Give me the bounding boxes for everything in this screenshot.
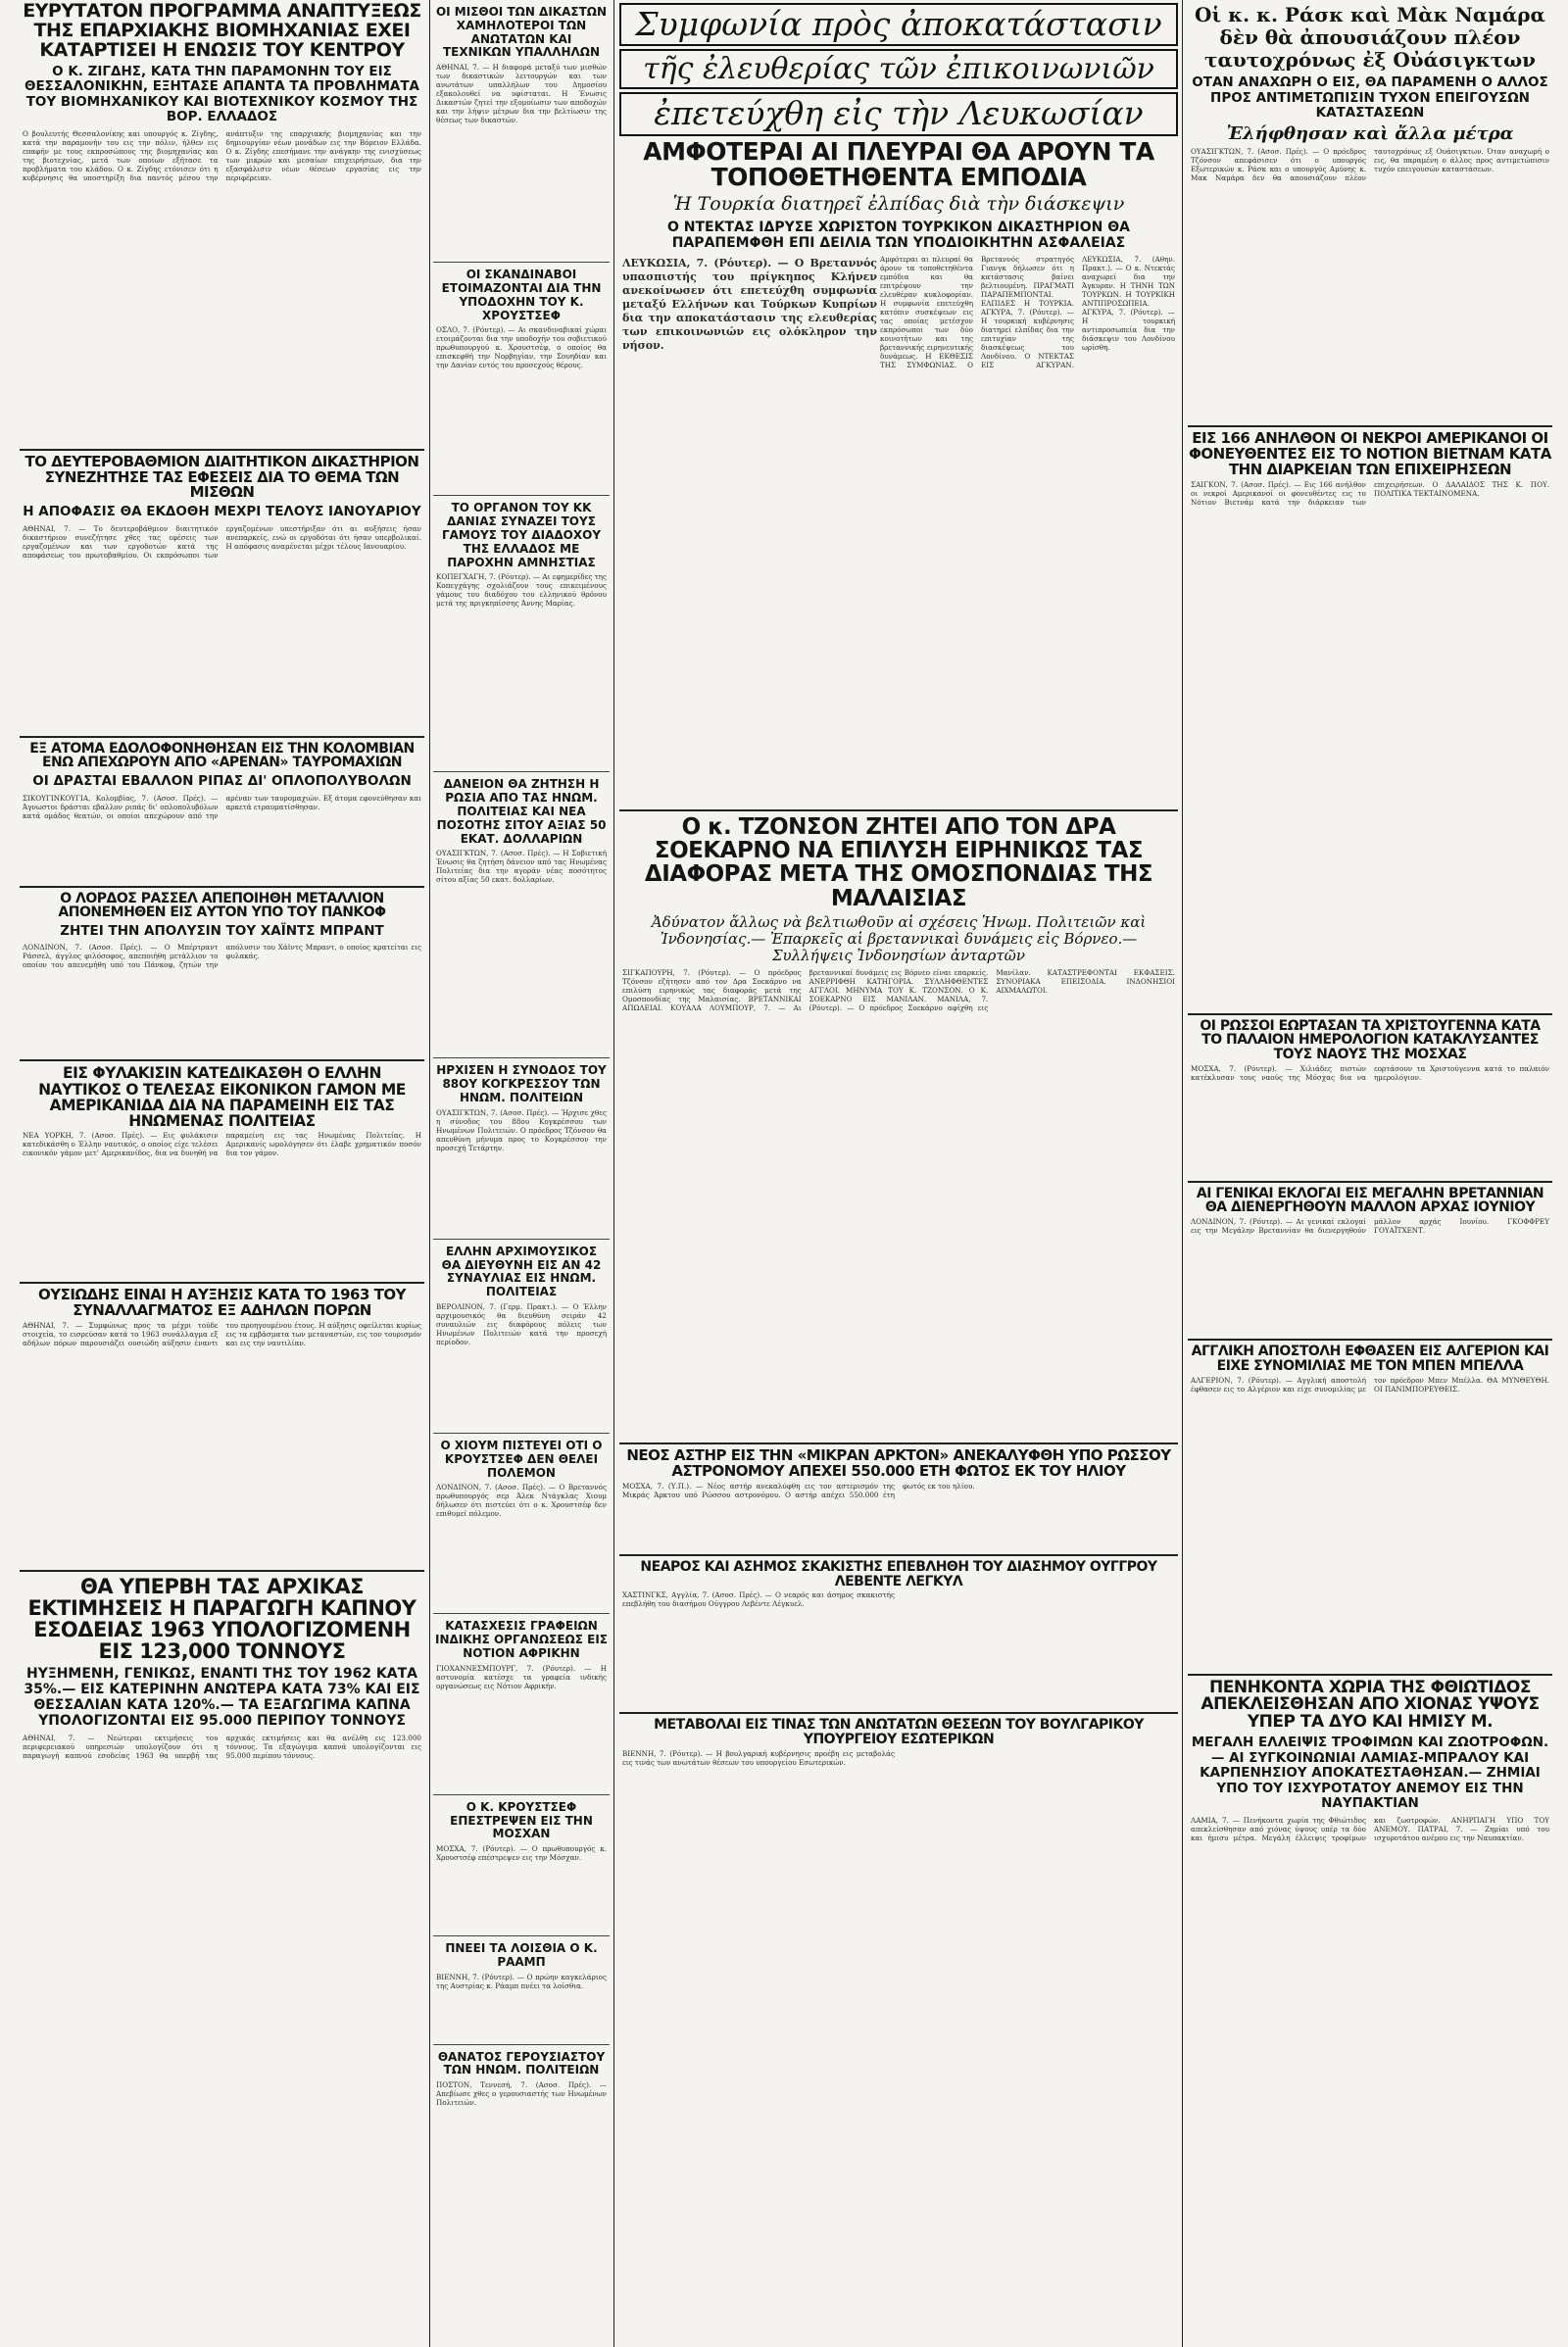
column-rule xyxy=(429,0,430,2347)
divider xyxy=(1188,1339,1552,1341)
divider xyxy=(1188,1181,1552,1183)
article-vietnam: ΣΑΙΓΚΟΝ, 7. (Ασοσ. Πρές). — Εις 166 ανήλθον οι νεκροί Αμερικανοί οι φονευθέντες εις το Νότιον Βιετνάμ κατά την διάρκειαν των επιχειρήσεων. Ο ΔΑΛΑΙΔΟΣ ΤΗΣ Κ. ΠΟΥ. ΠΟΛΙΤΙΚΑ ΤΕΚΤΑΙΝΟΜΕΝΑ. xyxy=(1191,479,1549,507)
subhead-indonesia: Ἀδύνατον ἄλλως νὰ βελτιωθοῦν αἱ σχέσεις Ἡνωμ. Πολιτειῶν καὶ Ἰνδονησίας.— Ἐπαρκεῖς αἱ βρεταννικαὶ δυνάμεις εἰς Βόρνεο.—Συλλήψεις Ἰνδονησίων ἀνταρτῶν xyxy=(651,912,1147,965)
headline-johnson-sukarno: Ο κ. ΤΖΟΝΣΟΝ ΖΗΤΕΙ ΑΠΟ ΤΟΝ ΔΡΑ ΣΟΕΚΑΡΝΟ ΝΑ ΕΠΙΛΥΣΗ ΕΙΡΗΝΙΚΩΣ ΤΑΣ ΔΙΑΦΟΡΑΣ ΜΕΤΑ ΤΗΣ ΟΜΟΣΠΟΝΔΙΑΣ ΤΗΣ ΜΑΛΑΙΣΙΑΣ xyxy=(644,814,1153,911)
right-column xyxy=(1188,0,1552,2347)
subhead-fthiotis-snow: ΜΕΓΑΛΗ ΕΛΛΕΙΨΙΣ ΤΡΟΦΙΜΩΝ ΚΑΙ ΖΩΟΤΡΟΦΩΝ.— ΑΙ ΣΥΓΚΟΙΝΩΝΙΑΙ ΛΑΜΙΑΣ-ΜΠΡΑΛΟΥ ΚΑΙ ΚΑΡΠΕΝΗΣΙΟΥ ΑΠΟΚΑΤΕΣΤΑΘΗΣΑΝ.— ΖΗΜΙΑΙ ΥΠΟ ΤΟΥ ΙΣΧΥΡΟΤΑΤΟΥ ΑΝΕΜΟΥ ΕΙΣ ΤΗΝ ΝΑΥΠΑΚΤΙΑΝ xyxy=(1191,1735,1549,1812)
headline-uk-elections: ΑΙ ΓΕΝΙΚΑΙ ΕΚΛΟΓΑΙ ΕΙΣ ΜΕΓΑΛΗΝ ΒΡΕΤΑΝΝΙΑΝ ΘΑ ΔΙΕΝΕΡΓΗΘΟΥΝ ΜΑΛΛΟΝ ΑΡΧΑΣ ΙΟΥΝΙΟΥ xyxy=(1196,1185,1544,1216)
article-russia-loan: ΟΥΑΣΙΓΚΤΩΝ, 7. (Ασοσ. Πρές). — Η Σοβιετική Ένωσις θα ζητήση δάνειον από τας Ηνωμένας Πολιτείας δια την αγοράν νέας ποσότητος σίτου αξίας 50 εκατ. δολλαρίων. xyxy=(436,849,607,885)
divider xyxy=(433,1613,610,1614)
article-uk-elections: ΛΟΝΔΙΝΟΝ, 7. (Ρόυτερ). — Αι γενικαί εκλογαί εις την Μεγάλην Βρεταννίαν θα διενεργηθούν μάλλον αρχάς Ιουνίου. ΓΚΟΦΦΡΕΥ ΓΟΥΑΪΤΧΕΝΤ. xyxy=(1191,1217,1549,1236)
article-raab: ΒΙΕΝΝΗ, 7. (Ρόυτερ). — Ο πρώην καγκελάριος της Αυστρίας κ. Ράαμπ πνέει τα λοίσθια. xyxy=(436,1972,607,1990)
divider xyxy=(619,809,1178,811)
headline-algeria: ΑΓΓΛΙΚΗ ΑΠΟΣΤΟΛΗ ΕΦΘΑΣΕΝ ΕΙΣ ΑΛΓΕΡΙΟΝ ΚΑΙ ΕΙΧΕ ΣΥΝΟΜΙΛΙΑΣ ΜΕ ΤΟΝ ΜΠΕΝ ΜΠΕΛΛΑ xyxy=(1191,1344,1549,1374)
divider xyxy=(433,1057,610,1058)
headline-new-star: ΝΕΟΣ ΑΣΤΗΡ ΕΙΣ ΤΗΝ «ΜΙΚΡΑΝ ΑΡΚΤΟΝ» ΑΝΕΚΑΛΥΦΘΗ ΥΠΟ ΡΩΣΣΟΥ ΑΣΤΡΟΝΟΜΟΥ ΑΠΕΧΕΙ 550.000 ΕΤΗ ΦΩΤΟΣ ΕΚ ΤΟΥ ΗΛΙΟΥ xyxy=(626,1446,1171,1481)
divider xyxy=(433,1239,610,1240)
headline-conductor: ΕΛΛΗΝ ΑΡΧΙΜΟΥΣΙΚΟΣ ΘΑ ΔΙΕΥΘΥΝΗ ΕΙΣ ΑΝ 42 ΣΥΝΑΥΛΙΑΣ ΕΙΣ ΗΝΩΜ. ΠΟΛΙΤΕΙΑΣ xyxy=(441,1244,602,1299)
headline-khrushchev-return: Ο Κ. ΚΡΟΥΣΤΣΕΦ ΕΠΕΣΤΡΕΨΕΝ ΕΙΣ ΤΗΝ ΜΟΣΧΑΝ xyxy=(450,1799,593,1841)
headline-fthiotis-snow: ΠΕΝΗΚΟΝΤΑ ΧΩΡΙΑ ΤΗΣ ΦΘΙΩΤΙΔΟΣ ΑΠΕΚΛΕΙΣΘΗΣΑΝ ΑΠΟ ΧΙΟΝΑΣ ΥΨΟΥΣ ΥΠΕΡ ΤΑ ΔΥΟ ΚΑΙ ΗΜΙΣΥ Μ. xyxy=(1200,1677,1540,1733)
article-judges-salaries: ΑΘΗΝΑΙ, 7. — Η διαφορά μεταξύ των μισθών των δικαστικών λειτουργών και των ανωτάτων υπαλλήλων του Δημοσίου εξακολουθεί να υφίσταται. Η Ένωσις Δικαστών ζητεί την εξομοίωσιν των αποδοχών και την λήψιν μέτρων δια την βελτίωσιν της θέσεως των δικαστών. xyxy=(436,63,607,125)
headline-russia-loan: ΔΑΝΕΙΟΝ ΘΑ ΖΗΤΗΣΗ Η ΡΩΣΙΑ ΑΠΟ ΤΑΣ ΗΝΩΜ. ΠΟΛΙΤΕΙΑΣ ΚΑΙ ΝΕΑ ΠΟΣΟΤΗΣ ΣΙΤΟΥ ΑΞΙΑΣ 50 ΕΚΑΤ. ΔΟΛΛΑΡΙΩΝ xyxy=(436,777,607,846)
divider xyxy=(20,886,424,888)
divider xyxy=(619,1712,1178,1714)
headline-exchange: ΟΥΣΙΩΔΗΣ ΕΙΝΑΙ Η ΑΥΞΗΣΙΣ ΚΑΤΑ ΤΟ 1963 ΤΟΥ ΣΥΝΑΛΛΑΓΜΑΤΟΣ ΕΞ ΑΔΗΛΩΝ ΠΟΡΩΝ xyxy=(37,1286,406,1320)
divider xyxy=(433,1794,610,1795)
subhead-denktas: Ο ΝΤΕΚΤΑΣ ΙΔΡΥΣΕ ΧΩΡΙΣΤΟΝ ΤΟΥΡΚΙΚΟΝ ΔΙΚΑΣΤΗΡΙΟΝ ΘΑ ΠΑΡΑΠΕΜΦΘΗ ΕΠΙ ΔΕΙΛΙΑ ΤΩΝ ΥΠΟΔΙΟΙΚΗΤΗΝ ΑΣΦΑΛΕΙΑΣ xyxy=(667,219,1130,252)
divider xyxy=(433,1935,610,1936)
headline-judges-salaries: ΟΙ ΜΙΣΘΟΙ ΤΩΝ ΔΙΚΑΣΤΩΝ ΧΑΜΗΛΟΤΕΡΟΙ ΤΩΝ ΑΝΩΤΑΤΩΝ ΚΑΙ ΤΕΧΝΙΚΩΝ ΥΠΑΛΛΗΛΩΝ xyxy=(435,5,608,60)
article-khrushchev-return: ΜΟΣΧΑ, 7. (Ρόυτερ). — Ο πρωθυπουργός κ. Χρουστσέφ επέστρεψεν εις την Μόσχαν. xyxy=(436,1844,607,1863)
article-malaysia: ΣΙΓΚΑΠΟΥΡΗ, 7. (Ρόυτερ). — Ο πρόεδρος Τζόνσον εζήτησεν από τον Δρα Σοεκάρνο να επιλύση ειρηνικώς τας διαφοράς μετά της Ομοσπονδίας της Μαλαισίας. ΒΡΕΤΑΝΝΙΚΑΙ ΑΠΩΛΕΙΑΙ. ΚΟΥΑΛΑ ΛΟΥΜΠΟΥΡ, 7. — Αι βρεταννικαί δυνάμεις εις Βόρνεο είναι επαρκείς. ΑΝΕΡΡΙΦΘΗ ΚΑΤΗΓΟΡΙΑ. ΣΥΛΛΗΦΘΕΝΤΕΣ ΑΓΓΛΟΙ. ΜΗΝΥΜΑ ΤΟΥ Κ. ΤΖΟΝΣΟΝ. Ο Κ. ΣΟΕΚΑΡΝΟ ΕΙΣ ΜΑΝΙΛΑΝ. ΜΑΝΙΛΑ, 7. (Ρόυτερ). — Ο πρόεδρος Σοεκάρνο αφίχθη εις Μανίλαν. ΚΑΤΑΣΤΡΕΦΟΝΤΑΙ ΕΚΦΑΣΕΙΣ. ΣΥΝΟΡΙΑΚΑ ΕΠΕΙΣΟΔΙΑ. ΙΝΔΟΝΗΣΙΟΙ ΑΙΧΜΑΛΩΤΟΙ. xyxy=(622,968,1175,1013)
article-fthiotis-snow: ΛΑΜΙΑ, 7. — Πενήκοντα χωρία της Φθιώτιδος απεκλείσθησαν από χιόνας ύψους υπέρ τα δύο και ήμισυ μέτρα. Μεγάλη έλλειψις τροφίμων και ζωοτροφών. ΑΝΗΡΠΑΓΗ ΥΠΟ ΤΟΥ ΑΝΕΜΟΥ. ΠΑΤΡΑΙ, 7. — Ζημίαι υπό του ισχυροτάτου ανέμου εις την Ναυπακτίαν. xyxy=(1191,1815,1549,1842)
headline-scandinavians: ΟΙ ΣΚΑΝΔΙΝΑΒΟΙ ΕΤΟΙΜΑΖΟΝΤΑΙ ΔΙΑ ΤΗΝ ΥΠΟΔΟΧΗΝ ΤΟΥ Κ. ΧΡΟΥΣΤΣΕΦ xyxy=(441,268,602,322)
article-arbitration: ΑΘΗΝΑΙ, 7. — Το δευτεροβάθμιον διαιτητικόν δικαστήριον συνεζήτησε χθες τας εφέσεις των εργαζομένων και των εργοδοτών κατά της αποφάσεως του πρωτοβαθμίου. Οι εκπρόσωποι των εργαζομένων υπεστήριξαν ότι αι αυξήσεις ήσαν ανεπαρκείς, ενώ οι εργοδόται ότι ήσαν υπερβολικαί. Η απόφασις αναμένεται μέχρι τέλους Ιανουαρίου. xyxy=(23,523,421,560)
headline-danish-cp: ΤΟ ΟΡΓΑΝΟΝ ΤΟΥ ΚΚ ΔΑΝΙΑΣ ΣΥΝΑΖΕΙ ΤΟΥΣ ΓΑΜΟΥΣ ΤΟΥ ΔΙΑΔΟΧΟΥ ΤΗΣ ΕΛΛΑΔΟΣ ΜΕ ΠΑΡΟΧΗΝ ΑΜΝΗΣΤΙΑΣ xyxy=(441,501,602,569)
divider xyxy=(1188,1674,1552,1676)
article-bulgaria: ΒΙΕΝΝΗ, 7. (Ρόυτερ). — Η βουλγαρική κυβέρνησις προέβη εις μεταβολάς εις τινάς των ανωτάτων θέσεων του υπουργείου Εσωτερικών. xyxy=(622,1748,895,1767)
subhead-other-measures: Ἐλήφθησαν καὶ ἄλλα μέτρα xyxy=(1226,122,1514,144)
subhead-rusk-mcnamara: ΟΤΑΝ ΑΝΑΧΩΡΗ Ο ΕΙΣ, ΘΑ ΠΑΡΑΜΕΝΗ Ο ΑΛΛΟΣ ΠΡΟΣ ΑΝΤΙΜΕΤΩΠΙΣΙΝ ΤΥΧΟΝ ΕΠΕΙΓΟΥΣΩΝ ΚΑΤΑΣΤΑΣΕΩΝ xyxy=(1192,74,1548,122)
article-chess: ΧΑΣΤΙΝΓΚΣ, Αγγλία, 7. (Ασοσ. Πρές). — Ο νεαρός και άσημος σκακιστής επεβλήθη του διασήμου Ούγγρου Λεβέντε Λέγκυελ. xyxy=(622,1590,895,1609)
divider xyxy=(433,495,610,496)
article-hume: ΛΟΝΔΙΝΟΝ, 7. (Ασοσ. Πρές). — Ο Βρεταννός πρωθυπουργός σερ Άλεκ Ντάγκλας Χιουμ δήλωσεν ότι πιστεύει ότι ο κ. Χρουστσέφ δεν επιθυμεί πόλεμον. xyxy=(436,1483,607,1519)
divider xyxy=(1188,425,1552,427)
article-rusk-mcnamara: ΟΥΑΣΙΓΚΤΩΝ, 7. (Ασοσ. Πρές). — Ο πρόεδρος Τζόνσον απεφάσισεν ότι ο υπουργός Εξωτερικών κ. Ράσκ και ο υπουργός Αμύνης κ. Μακ Ναμάρα δεν θα απουσιάζουν πλέον ταυτοχρόνως εξ Ουάσιγκτων. Όταν αναχωρή ο εις, θα παραμένη ο άλλος προς αντιμετώπισιν τυχόν επειγουσών καταστάσεων. xyxy=(1191,147,1549,183)
article-indian-offices: ΓΙΟΧΑΝΝΕΣΜΠΟΥΡΓ, 7. (Ρόυτερ). — Η αστυνομία κατέσχε τα γραφεία ινδικής οργανώσεως εις Νότιον Αφρικήν. xyxy=(436,1663,607,1690)
subhead-industry: Ο Κ. ΖΙΓΔΗΣ, ΚΑΤΑ ΤΗΝ ΠΑΡΑΜΟΝΗΝ ΤΟΥ ΕΙΣ ΘΕΣΣΑΛΟΝΙΚΗΝ, ΕΞΗΤΑΣΕ ΑΠΑΝΤΑ ΤΑ ΠΡΟΒΛΗΜΑΤΑ ΤΟΥ ΒΙΟΜΗΧΑΝΙΚΟΥ ΚΑΙ ΒΙΟΤΕΧΝΙΚΟΥ ΚΟΣΜΟΥ ΤΗΣ ΒΟΡ. ΕΛΛΑΔΟΣ xyxy=(24,63,420,125)
article-russian-christmas: ΜΟΣΧΑ, 7. (Ρόυτερ). — Χιλιάδες πιστών κατέκλυσαν τους ναούς της Μόσχας δια να εορτάσουν τα Χριστούγεννα κατά το παλαιόν ημερολόγιον. xyxy=(1191,1063,1549,1082)
divider xyxy=(20,1059,424,1061)
divider xyxy=(433,262,610,263)
headline-russian-christmas: ΟΙ ΡΩΣΣΟΙ ΕΩΡΤΑΣΑΝ ΤΑ ΧΡΙΣΤΟΥΓΕΝΝΑ ΚΑΤΑ ΤΟ ΠΑΛΑΙΟΝ ΗΜΕΡΟΛΟΓΙΟΝ ΚΑΤΑΚΛΥΣΑΝΤΕΣ ΤΟΥΣ ΝΑΟΥΣ ΤΗΣ ΜΟΣΧΑΣ xyxy=(1200,1017,1541,1063)
banner-communications: τῆς ἐλευθερίας τῶν ἐπικοινωνιῶν xyxy=(619,49,1178,89)
article-sailor: ΝΕΑ ΥΟΡΚΗ, 7. (Ασοσ. Πρές). — Εις φυλάκισιν κατεδικάσθη ο Έλλην ναυτικός, ο οποίος είχε τελέσει εικονικόν γάμον μετ' Αμερικανίδος, δια να δυνηθή να παραμείνη εις τας Ηνωμένας Πολιτείας. Η Αμερικανίς ωμολόγησεν ότι έλαβε χρηματικόν ποσόν δια τον γάμον. xyxy=(23,1131,421,1158)
subhead-colombia: ΟΙ ΔΡΑΣΤΑΙ ΕΒΑΛΛΟΝ ΡΙΠΑΣ ΔΙ' ΟΠΛΟΠΟΛΥΒΟΛΩΝ xyxy=(32,773,412,790)
banner-nicosia: ἐπετεύχθη εἰς τὴν Λευκωσίαν xyxy=(619,92,1178,135)
column-rule xyxy=(613,0,614,2347)
banner-agreement: Συμφωνία πρὸς ἀποκατάστασιν xyxy=(619,3,1178,46)
headline-industry: ΕΥΡΥΤΑΤΟΝ ΠΡΟΓΡΑΜΜΑ ΑΝΑΠΤΥΞΕΩΣ ΤΗΣ ΕΠΑΡΧΙΑΚΗΣ ΒΙΟΜΗΧΑΝΙΑΣ ΕΧΕΙ ΚΑΤΑΡΤΙΣΕΙ Η ΕΝΩΣΙΣ ΤΟΥ ΚΕΝΤΡΟΥ xyxy=(23,0,421,61)
article-exchange: ΑΘΗΝΑΙ, 7. — Συμφώνως προς τα μέχρι τούδε στοιχεία, το εισρεύσαν κατά το 1963 συνάλλαγμα εξ αδήλων πόρων παρουσιάζει ουσιώδη αύξησιν έναντι του προηγουμένου έτους. Η αύξησις οφείλεται κυρίως εις τα εμβάσματα των μεταναστών, εις τον τουρισμόν και εις την ναυτιλίαν. xyxy=(23,1320,421,1347)
subhead-arbitration: Η ΑΠΟΦΑΣΙΣ ΘΑ ΕΚΔΟΘΗ ΜΕΧΡΙ ΤΕΛΟΥΣ ΙΑΝΟΥΑΡΙΟΥ xyxy=(23,504,421,520)
headline-sailor: ΕΙΣ ΦΥΛΑΚΙΣΙΝ ΚΑΤΕΔΙΚΑΣΘΗ Ο ΕΛΛΗΝ ΝΑΥΤΙΚΟΣ Ο ΤΕΛΕΣΑΣ ΕΙΚΟΝΙΚΟΝ ΓΑΜΟΝ ΜΕ ΑΜΕΡΙΚΑΝΙΔΑ ΔΙΑ ΝΑ ΠΑΡΑΜΕΙΝΗ ΕΙΣ ΤΑΣ ΗΝΩΜΕΝΑΣ ΠΟΛΙΤΕΙΑΣ xyxy=(38,1064,406,1131)
headline-chess: ΝΕΑΡΟΣ ΚΑΙ ΑΣΗΜΟΣ ΣΚΑΚΙΣΤΗΣ ΕΠΕΒΛΗΘΗ ΤΟΥ ΔΙΑΣΗΜΟΥ ΟΥΓΓΡΟΥ ΛΕΒΕΝΤΕ ΛΕΓΚΥΛ xyxy=(640,1558,1157,1589)
headline-arbitration: ΤΟ ΔΕΥΤΕΡΟΒΑΘΜΙΟΝ ΔΙΑΙΤΗΤΙΚΟΝ ΔΙΚΑΣΤΗΡΙΟΝ ΣΥΝΕΖΗΤΗΣΕ ΤΑΣ ΕΦΕΣΕΙΣ ΔΙΑ ΤΟ ΘΕΜΑ ΤΩΝ ΜΙΣΘΩΝ xyxy=(24,452,419,502)
column-1 xyxy=(20,0,424,2347)
headline-senator-death: ΘΑΝΑΤΟΣ ΓΕΡΟΥΣΙΑΣΤΟΥ ΤΩΝ ΗΝΩΜ. ΠΟΛΙΤΕΙΩΝ xyxy=(437,2049,606,2078)
headline-indian-offices: ΚΑΤΑΣΧΕΣΙΣ ΓΡΑΦΕΙΩΝ ΙΝΔΙΚΗΣ ΟΡΓΑΝΩΣΕΩΣ ΕΙΣ ΝΟΤΙΟΝ ΑΦΡΙΚΗΝ xyxy=(435,1619,608,1660)
article-senator-death: ΠΟΣΤΟΝ, Τεννεσή, 7. (Ασοσ. Πρές). — Απεβίωσε χθες ο γερουσιαστής των Ηνωμένων Πολιτειών. xyxy=(436,2080,607,2108)
subhead-tobacco: ΗΥΞΗΜΕΝΗ, ΓΕΝΙΚΩΣ, ΕΝΑΝΤΙ ΤΗΣ ΤΟΥ 1962 ΚΑΤΑ 35%.— ΕΙΣ ΚΑΤΕΡΙΝΗΝ ΑΝΩΤΕΡΑ ΚΑΤΑ 73% ΚΑΙ ΕΙΣ ΘΕΣΣΑΛΙΑΝ ΚΑΤΑ 120%.— ΤΑ ΕΞΑΓΩΓΙΜΑ ΚΑΠΝΑ ΥΠΟΛΟΓΙΖΟΝΤΑΙ ΕΙΣ 95.000 ΠΕΡΙΠΟΥ ΤΟΝΝΟΥΣ xyxy=(24,1666,420,1730)
headline-rusk-mcnamara: Οἱ κ. κ. Ράσκ καὶ Μὰκ Ναμάρα δὲν θὰ ἀπουσιάζουν πλέον ταυτοχρόνως ἐξ Οὐάσιγκτων xyxy=(1195,3,1545,72)
article-scandinavians: ΟΣΛΟ, 7. (Ρόυτερ). — Αι σκανδιναβικαί χώραι ετοιμάζονται δια την υποδοχήν του σοβιετικού πρωθυπουργού κ. Χρουστσέφ, ο οποίος θα επισκεφθή την Νορβηγίαν, την Σουηδίαν και την Δανίαν εντός του προσεχούς θέρους. xyxy=(436,325,607,370)
headline-russell: Ο ΛΟΡΔΟΣ ΡΑΣΣΕΛ ΑΠΕΠΟΙΗΘΗ ΜΕΤΑΛΛΙΟΝ ΑΠΟΝΕΜΗΘΕΝ ΕΙΣ ΑΥΤΟΝ ΥΠΟ ΤΟΥ ΠΑΝΚΟΦ xyxy=(58,890,386,921)
article-industry: Ο βουλευτής Θεσσαλονίκης και υπουργός κ. Ζίγδης, κατά την παραμονήν του εις την πόλιν, ήλθεν εις επαφήν με τους εκπροσώπους της βιομηχανίας και της βιοτεχνίας, μετά των οποίων εξήτασε τα προβλήματα του κλάδου. Ο κ. Ζίγδης ετόνισεν ότι η κυβέρνησις θα υποστηρίξη δια παντός μέσου την ανάπτυξιν της επαρχιακής βιομηχανίας και την δημιουργίαν νέων μονάδων εις την Βόρειον Ελλάδα. Ο κ. Ζίγδης επεσήμανε την ανάγκην της ενισχύσεως των μικρών και μεσαίων επιχειρήσεων, δια την εξασφάλισιν νέων θέσεων εργασίας εις την περιφέρειαν. xyxy=(23,128,421,182)
headline-vietnam: ΕΙΣ 166 ΑΝΗΛΘΟΝ ΟΙ ΝΕΚΡΟΙ ΑΜΕΡΙΚΑΝΟΙ ΟΙ ΦΟΝΕΥΘΕΝΤΕΣ ΕΙΣ ΤΟ ΝΟΤΙΟΝ ΒΙΕΤΝΑΜ ΚΑΤΑ ΤΗΝ ΔΙΑΡΚΕΙΑΝ ΤΩΝ ΕΠΙΧΕΙΡΗΣΕΩΝ xyxy=(1189,429,1551,478)
headline-bulgaria: ΜΕΤΑΒΟΛΑΙ ΕΙΣ ΤΙΝΑΣ ΤΩΝ ΑΝΩΤΑΤΩΝ ΘΕΣΕΩΝ ΤΟΥ ΒΟΥΛΓΑΡΙΚΟΥ ΥΠΟΥΡΓΕΙΟΥ ΕΣΩΤΕΡΙΚΩΝ xyxy=(654,1717,1144,1747)
divider xyxy=(20,736,424,738)
subhead-turkey-hopes: Ἡ Τουρκία διατηρεῖ ἐλπίδας διὰ τὴν διάσκεψιν xyxy=(672,193,1125,216)
article-danish-cp: ΚΟΠΕΓΧΑΓΗ, 7. (Ρόυτερ). — Αι εφημερίδες της Κοπεγχάγης σχολιάζουν τους επικειμένους γάμους του διαδόχου του ελληνικού θρόνου μετά της πριγκηπίσσης Άννης Μαρίας. xyxy=(436,572,607,609)
divider xyxy=(20,1570,424,1572)
divider xyxy=(433,771,610,772)
column-2 xyxy=(433,0,610,2347)
column-rule xyxy=(1182,0,1183,2347)
divider xyxy=(619,1442,1178,1444)
divider xyxy=(20,1282,424,1284)
article-algeria: ΑΛΓΕΡΙΟΝ, 7. (Ρόυτερ). — Αγγλική αποστολή έφθασεν εις το Αλγέριον και είχε συνομιλίας με τον πρόεδρον Μπεν Μπέλλα. ΘΑ ΜΥΝΘΕΥΘΗ. ΟΙ ΠΑΝΙΜΠΟΡΕΥΘΕΙΣ. xyxy=(1191,1375,1549,1394)
article-colombia: ΣΙΚΟΥΓΙΝΚΟΥΓΙΑ, Κολομβίας, 7. (Ασοσ. Πρές). — Άγνωστοι δράσται εβαλλον ριπάς δι' οπλοπολυβόλων κατά ομάδος θεατών, οι οποίοι απεχώρουν από την αρέναν των ταυρομαχιών. Εξ άτομα εφονεύθησαν και αρκετά ετραυματίσθησαν. xyxy=(23,793,421,820)
article-cyprus: Αμφότεραι αι πλευραί θα άρουν τα τοποθετηθέντα εμπόδια και θα επιτρέψουν την ελευθέραν κυκλοφορίαν. Η συμφωνία επετεύχθη κατόπιν συσκέψεων εις τας οποίας μετέσχον εκπρόσωποι των δύο κοινοτήτων και της βρεταννικής ειρηνευτικής δυνάμεως. Η ΕΚΘΕΣΙΣ ΤΗΣ ΣΥΜΦΩΝΙΑΣ. Ο Βρεταννός στρατηγός Γιανγκ δήλωσεν ότι η κατάστασις βαίνει βελτιουμένη. ΠΡΑΓΜΑΤΙ ΠΑΡΑΠΕΜΠΟΝΤΑΙ. ΕΛΠΙΔΕΣ Η ΤΟΥΡΚΙΑ. ΑΓΚΥΡΑ, 7. (Ρόυτερ). — Η τουρκική κυβέρνησις διατηρεί ελπίδας δια την επιτυχίαν της διασκέψεως του Λονδίνου. Ο ΝΤΕΚΤΑΣ ΕΙΣ ΑΓΚΥΡΑΝ. ΛΕΥΚΩΣΙΑ, 7. (Αθην. Πρακτ.). — Ο κ. Ντεκτάς αναχωρεί δια την Άγκυραν. Η ΤΗΝΗ ΤΩΝ ΤΟΥΡΚΩΝ. Η ΤΟΥΡΚΙΚΗ ΑΝΤΙΠΡΟΣΩΠΕΙΑ. ΑΓΚΥΡΑ, 7. (Ρόυτερ). — Η τουρκική αντιπροσωπεία δια την διάσκεψιν του Λονδίνου ωρίσθη. xyxy=(880,255,1175,370)
headline-raab: ΠΝΕΕΙ ΤΑ ΛΟΙΣΘΙΑ Ο Κ. ΡΑΑΜΠ xyxy=(445,1941,598,1969)
divider xyxy=(433,2044,610,2045)
divider xyxy=(20,449,424,451)
article-new-star: ΜΟΣΧΑ, 7. (Υ.Π.). — Νέος αστήρ ανεκαλύφθη εις τον αστερισμόν της Μικράς Άρκτου υπό Ρώσσου αστρονόμου. Ο αστήρ απέχει 550.000 έτη φωτός εκ του ηλίου. xyxy=(622,1481,975,1499)
subhead-russell: ΖΗΤΕΙ ΤΗΝ ΑΠΟΛΥΣΙΝ ΤΟΥ ΧΑΪΝΤΣ ΜΠΡΑΝΤ xyxy=(60,922,384,939)
divider xyxy=(433,1433,610,1434)
article-conductor: ΒΕΡΟΛΙΝΟΝ, 7. (Γερμ. Πρακτ.). — Ο Έλλην αρχιμουσικός θα διευθύνη σειράν 42 συναυλιών εις διαφόρους πόλεις των Ηνωμένων Πολιτειών κατά την προσεχή περίοδον. xyxy=(436,1301,607,1346)
headline-hume: Ο ΧΙΟΥΜ ΠΙΣΤΕΥΕΙ ΟΤΙ Ο ΚΡΟΥΣΤΣΕΦ ΔΕΝ ΘΕΛΕΙ ΠΟΛΕΜΟΝ xyxy=(440,1438,603,1480)
headline-barriers: ΑΜΦΟΤΕΡΑΙ ΑΙ ΠΛΕΥΡΑΙ ΘΑ ΑΡΟΥΝ ΤΑ ΤΟΠΟΘΕΤΗΘΕΝΤΑ ΕΜΠΟΔΙΑ xyxy=(643,136,1154,191)
article-cyprus-lead: ΛΕΥΚΩΣΙΑ, 7. (Ρόυτερ). — Ο Βρεταννός υπασπιστής του πρίγκηπος Κλήνεν ανεκοίνωσεν ότι επετεύχθη συμφωνία μεταξύ Ελλήνων και Τούρκων Κυπρίων δια την αποκατάστασιν της ελευθερίας των επικοινωνιών εις ολόκληρον την νήσον. xyxy=(622,257,877,353)
headline-colombia: ΕΞ ΑΤΟΜΑ ΕΔΟΛΟΦΟΝΗΘΗΣΑΝ ΕΙΣ ΤΗΝ ΚΟΛΟΜΒΙΑΝ ΕΝΩ ΑΠΕΧΩΡΟΥΝ ΑΠΟ «ΑΡΕΝΑΝ» ΤΑΥΡΟΜΑΧΙΩΝ xyxy=(29,740,415,771)
headline-tobacco: ΘΑ ΥΠΕΡΒΗ ΤΑΣ ΑΡΧΙΚΑΣ ΕΚΤΙΜΗΣΕΙΣ Η ΠΑΡΑΓΩΓΗ ΚΑΠΝΟΥ ΕΣΟΔΕΙΑΣ 1963 ΥΠΟΛΟΓΙΖΟΜΕΝΗ ΕΙΣ 123,000 ΤΟΝΝΟΥΣ xyxy=(27,1574,416,1664)
center-column xyxy=(619,0,1178,2347)
divider xyxy=(1188,1013,1552,1015)
headline-congress: ΗΡΧΙΣΕΝ Η ΣΥΝΟΔΟΣ ΤΟΥ 88ΟΥ ΚΟΓΚΡΕΣΣΟΥ ΤΩΝ ΗΝΩΜ. ΠΟΛΙΤΕΙΩΝ xyxy=(436,1063,607,1104)
article-russell: ΛΟΝΔΙΝΟΝ, 7. (Ασοσ. Πρές). — Ο Μπέρτραντ Ράσσελ, άγγλος φιλόσοφος, απεποιήθη μετάλλιον το οποίον του απενεμήθη υπό του Πάνκοφ, ζητών την απόλυσιν του Χάϊντς Μπραντ, ο οποίος κρατείται εις φυλακάς. xyxy=(23,943,421,970)
article-congress: ΟΥΑΣΙΓΚΤΩΝ, 7. (Ασοσ. Πρές). — Ήρχισε χθες η σύνοδος του 88ου Κογκρέσσου των Ηνωμένων Πολιτειών. Ο πρόεδρος Τζόνσον θα απευθύνη μήνυμα προς το Κογκρέσσον την προσεχή Τετάρτην. xyxy=(436,1107,607,1152)
article-tobacco: ΑΘΗΝΑΙ, 7. — Νεώτεραι εκτιμήσεις του περιφερειακού υπηρεσιών υπολογίζουν ότι η παραγωγή καπνού εσοδείας 1963 θα υπερβή τας αρχικάς εκτιμήσεις και θα ανέλθη εις 123.000 τόννους. Τα εξαγώγιμα καπνά υπολογίζονται εις 95.000 περίπου τόννους. xyxy=(23,1733,421,1760)
divider xyxy=(619,1554,1178,1556)
